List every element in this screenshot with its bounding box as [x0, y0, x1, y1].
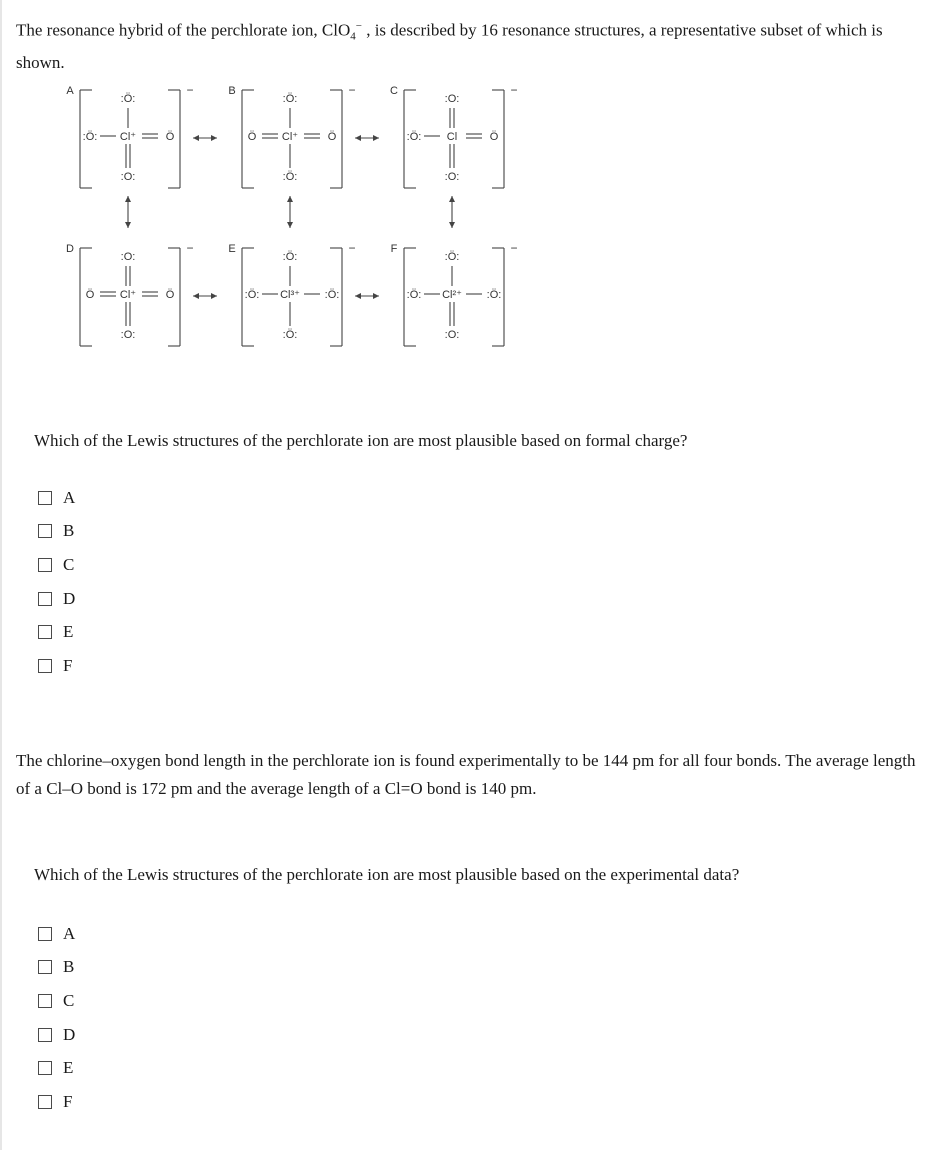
- checkbox[interactable]: [38, 1095, 52, 1109]
- checkbox[interactable]: [38, 960, 52, 974]
- arrow-head: [193, 293, 199, 299]
- central-atom: Cl²⁺: [442, 289, 462, 301]
- checkbox[interactable]: [38, 491, 52, 505]
- oxygen-top: :O:: [120, 251, 136, 263]
- checkbox[interactable]: [38, 994, 52, 1008]
- checkbox[interactable]: [38, 625, 52, 639]
- arrow-head: [373, 135, 379, 141]
- oxygen-left: Ö: [85, 289, 95, 301]
- oxygen-top: :Ö:: [282, 251, 298, 263]
- oxygen-left: :Ö:: [406, 289, 422, 301]
- central-atom: Cl: [446, 131, 458, 143]
- oxygen-bottom: :Ö:: [282, 171, 298, 183]
- arrow-head: [287, 222, 293, 228]
- oxygen-bottom: :O:: [120, 329, 136, 341]
- resonance-structures-diagram: [56, 78, 536, 368]
- q2-option-e[interactable]: [38, 1051, 75, 1085]
- question-1-prompt: Which of the Lewis structures of the perchlorate ion are most plausible based on formal charge?: [34, 431, 688, 450]
- checkbox[interactable]: [38, 1061, 52, 1075]
- oxygen-bottom: :Ö:: [282, 329, 298, 341]
- arrow-head: [211, 135, 217, 141]
- structure-label-A: A: [66, 85, 74, 97]
- question-1-options: [38, 481, 75, 683]
- checkbox[interactable]: [38, 558, 52, 572]
- q2-option-d[interactable]: [38, 1018, 75, 1052]
- structure-label-C: C: [390, 85, 398, 97]
- option-label: D: [63, 1024, 76, 1044]
- checkbox[interactable]: [38, 659, 52, 673]
- q2-option-c[interactable]: [38, 984, 75, 1018]
- arrow-head: [125, 222, 131, 228]
- oxygen-right: :Ö:: [324, 289, 340, 301]
- question-2-options: [38, 917, 75, 1119]
- intro-text: The resonance hybrid of the perchlorate ion, ClO$_4$− , is described by 16 resonance structures, a representative subset of which is shown.: [16, 20, 883, 72]
- option-label: B: [63, 521, 75, 541]
- left-border: [0, 0, 2, 1150]
- central-atom: Cl⁺: [119, 289, 137, 301]
- arrow-head: [355, 293, 361, 299]
- oxygen-left: :Ö:: [406, 131, 422, 143]
- option-label: F: [63, 1091, 73, 1111]
- checkbox[interactable]: [38, 592, 52, 606]
- q1-option-b[interactable]: [38, 515, 75, 549]
- structure-label-E: E: [228, 243, 236, 255]
- structure-label-D: D: [66, 243, 74, 255]
- oxygen-right: Ö: [489, 131, 499, 143]
- structure-charge: −: [186, 83, 194, 97]
- arrow-head: [193, 135, 199, 141]
- q2-option-b[interactable]: [38, 951, 75, 985]
- q1-option-e[interactable]: [38, 615, 75, 649]
- q1-option-f[interactable]: [38, 649, 75, 683]
- oxygen-left: :Ö:: [82, 131, 98, 143]
- arrow-head: [287, 196, 293, 202]
- option-label: D: [63, 588, 76, 608]
- oxygen-top: :Ö:: [282, 93, 298, 105]
- oxygen-top: :Ö:: [444, 251, 460, 263]
- q2-option-f[interactable]: [38, 1085, 75, 1119]
- structure-label-F: F: [390, 243, 398, 255]
- option-label: A: [63, 923, 76, 943]
- oxygen-right: Ö: [165, 131, 175, 143]
- structure-charge: −: [348, 83, 356, 97]
- oxygen-bottom: :O:: [444, 329, 460, 341]
- oxygen-bottom: :O:: [444, 171, 460, 183]
- q1-option-d[interactable]: [38, 582, 75, 616]
- checkbox[interactable]: [38, 1028, 52, 1042]
- arrow-head: [449, 196, 455, 202]
- structure-charge: −: [186, 241, 194, 255]
- oxygen-right: Ö: [327, 131, 337, 143]
- oxygen-left: Ö: [247, 131, 257, 143]
- central-atom: Cl⁺: [119, 131, 137, 143]
- oxygen-bottom: :O:: [120, 171, 136, 183]
- oxygen-top: :Ö:: [120, 93, 136, 105]
- option-label: C: [63, 554, 75, 574]
- q1-option-c[interactable]: [38, 548, 75, 582]
- oxygen-top: :O:: [444, 93, 460, 105]
- arrow-head: [125, 196, 131, 202]
- structure-label-B: B: [228, 85, 236, 97]
- option-label: F: [63, 655, 73, 675]
- q2-option-a[interactable]: [38, 917, 75, 951]
- arrow-head: [355, 135, 361, 141]
- option-label: B: [63, 957, 75, 977]
- checkbox[interactable]: [38, 524, 52, 538]
- question-2-prompt: Which of the Lewis structures of the perchlorate ion are most plausible based on the experimental data?: [34, 865, 740, 884]
- arrow-head: [449, 222, 455, 228]
- arrow-head: [211, 293, 217, 299]
- option-label: E: [63, 1058, 74, 1078]
- central-atom: Cl³⁺: [280, 289, 300, 301]
- oxygen-left: :Ö:: [244, 289, 260, 301]
- structure-charge: −: [348, 241, 356, 255]
- central-atom: Cl⁺: [281, 131, 299, 143]
- oxygen-right: :Ö:: [486, 289, 502, 301]
- structure-charge: −: [510, 241, 518, 255]
- arrow-head: [373, 293, 379, 299]
- option-label: C: [63, 990, 75, 1010]
- option-label: E: [63, 622, 74, 642]
- q1-option-a[interactable]: [38, 481, 75, 515]
- option-label: A: [63, 487, 76, 507]
- checkbox[interactable]: [38, 927, 52, 941]
- oxygen-right: Ö: [165, 289, 175, 301]
- structure-charge: −: [510, 83, 518, 97]
- bond-length-info: The chlorine–oxygen bond length in the perchlorate ion is found experimentally to be 144 pm for all four bonds. The average length of a Cl–O bond is 172 pm and the average length of a Cl=O bond is 140 pm.: [16, 751, 916, 798]
